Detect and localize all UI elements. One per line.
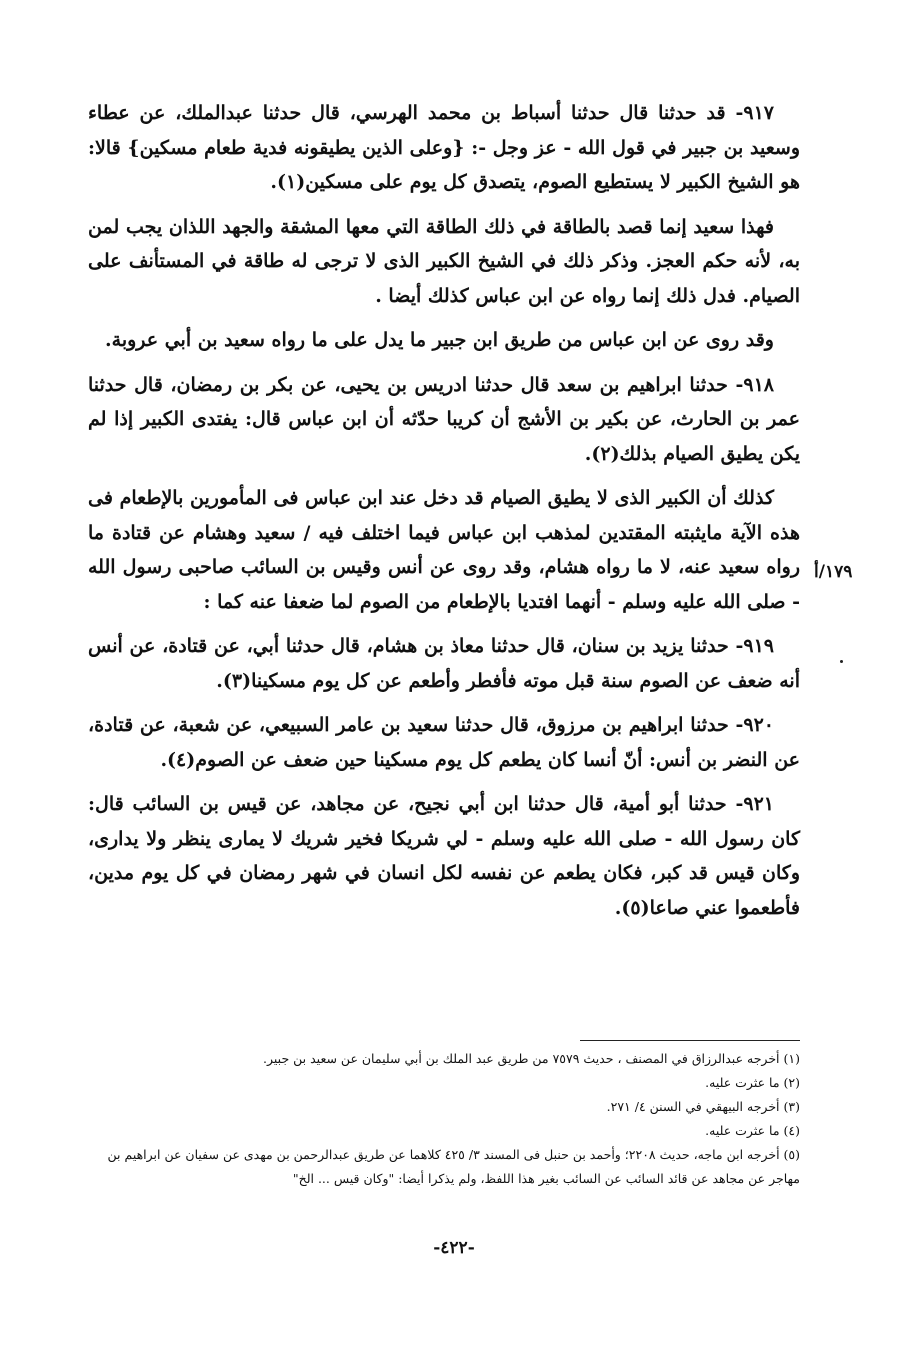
main-text <box>88 96 800 935</box>
page-number: -٤٢٢- <box>433 1238 475 1258</box>
footnote-3: (٣) أخرجه البيهقي في السنن ٤/ ٢٧١. <box>606 1099 800 1114</box>
paragraph-919: ٩١٩- حدثنا يزيد بن سنان، قال حدثنا معاذ بن هشام، قال حدثنا أبي، عن قتادة، عن أنس أنه ضعف عن الصوم سنة قبل موته فأفطر وأطعم عن كل يوم مسكينا(٣). <box>88 635 800 692</box>
paragraph-921: ٩٢١- حدثنا أبو أمية، قال حدثنا ابن أبي نجيح، عن مجاهد، عن قيس بن السائب قال: كان رسول الله - صلى الله عليه وسلم - لي شريكا فخير شريك لا يمارى ينظر ولا يدارى، وكان قيس قد كبر، فكان يطعم عن نفسه لكل انسان في شهر رمضان في كل يوم مدين، فأطعموا عني صاعا(٥). <box>88 793 800 919</box>
paragraph-commentary-1: فهذا سعيد إنما قصد بالطاقة في ذلك الطاقة التي معها المشقة والجهد اللذان يجب لمن به، لأنه حكم العجز. وذكر ذلك في الشيخ الكبير الذى لا ترجى له طاقة في المستأنف على الصيام. فدل ذلك إنما رواه عن ابن عباس كذلك أيضا . <box>88 215 800 307</box>
manuscript-folio-marker: ١٧٩/أ <box>814 562 853 582</box>
margin-dot <box>840 660 843 663</box>
paragraph-920: ٩٢٠- حدثنا ابراهيم بن مرزوق، قال حدثنا سعيد بن عامر السبيعي، عن شعبة، عن قتادة، عن النضر بن أنس: أنّ أنسا كان يطعم كل يوم مسكينا حين ضعف عن الصوم(٤). <box>88 714 800 771</box>
paragraph-commentary-3: كذلك أن الكبير الذى لا يطيق الصيام قد دخل عند ابن عباس فى المأمورين بالإطعام فى هذه الآية مايثبته المقتدين لمذهب ابن عباس فيما اختلف فيه / سعيد وهشام عن قتادة ما رواه سعيد عنه، لا ما رواه هشام، وقد روى عن أنس وقيس بن السائب صاحبى رسول الله - صلى الله عليه وسلم - أنهما افتديا بالإطعام من الصوم لما ضعفا عنه كما : <box>88 487 800 613</box>
footnote-5: (٥) أخرجه ابن ماجه، حديث ٢٢٠٨؛ وأحمد بن حنبل فى المسند ٣/ ٤٢٥ كلاهما عن طريق عبدالرحمن بن مهدى عن سفيان عن ابراهيم بن مهاجر عن مجاهد عن قائد السائب عن السائب بغير هذا اللفظ، ولم يذكرا أيضا: "وكان قيس ... الخ" <box>107 1147 800 1186</box>
footnote-divider <box>580 1040 800 1041</box>
footnotes <box>88 1047 800 1191</box>
footnote-4: (٤) ما عثرت عليه. <box>705 1123 800 1138</box>
paragraph-917: ٩١٧- قد حدثنا قال حدثنا أسباط بن محمد الهرسي، قال حدثنا عبدالملك، عن عطاء وسعيد بن جبير في قول الله - عز وجل -: {وعلى الذين يطيقونه فدية طعام مسكين} قالا: هو الشيخ الكبير لا يستطيع الصوم، يتصدق كل يوم على مسكين(١). <box>88 102 800 193</box>
paragraph-918: ٩١٨- حدثنا ابراهيم بن سعد قال حدثنا ادريس بن يحيى، عن بكر بن رمضان، قال حدثنا عمر بن الحارث، عن بكير بن الأشج أن كريبا حدّثه أن ابن عباس قال: يفتدى الكبير إذا لم يكن يطيق الصيام بذلك(٢). <box>88 373 800 465</box>
footnote-1: (١) أخرجه عبدالرزاق في المصنف ، حديث ٧٥٧٩ من طريق عبد الملك بن أبي سليمان عن سعيد بن جبير. <box>263 1051 800 1066</box>
paragraph-commentary-2: وقد روى عن ابن عباس من طريق ابن جبير ما يدل على ما رواه سعيد بن أبي عروبة. <box>105 329 774 351</box>
footnote-2: (٢) ما عثرت عليه. <box>705 1075 800 1090</box>
